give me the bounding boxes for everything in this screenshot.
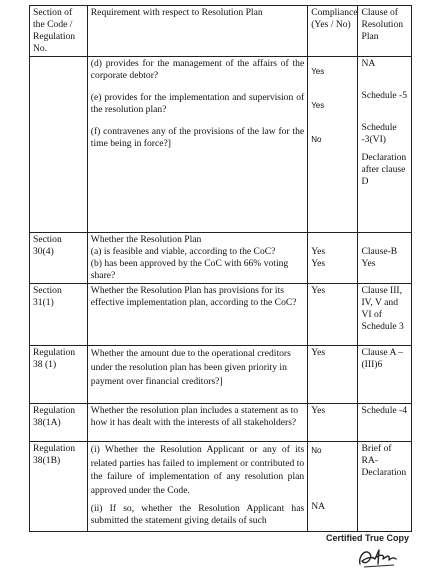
compliance-f: No — [311, 135, 322, 144]
clause-f-schedule: Schedule -3(VI) — [361, 122, 397, 145]
section-cell — [30, 57, 88, 233]
section-cell: Regulation 38(1B) — [30, 442, 88, 532]
clause-d: NA — [361, 58, 376, 69]
compliance-cell — [308, 57, 358, 233]
table-row — [30, 346, 412, 404]
requirement-cell — [87, 233, 307, 284]
requirement-cell: Whether the Resolution Plan has provisions for its effective implementation plan, according to the CoC? — [87, 284, 307, 346]
clause-cell — [358, 57, 412, 233]
table-row — [30, 233, 412, 284]
clause-e: Schedule -5 — [361, 90, 408, 101]
header-section: Section of the Code / Regulation No. — [30, 6, 88, 57]
clause-f-declaration: Declaration after clause D — [361, 152, 407, 187]
section-cell: Section 30(4) — [30, 233, 88, 284]
compliance-b: Yes — [311, 258, 326, 269]
header-requirement: Requirement with respect to Resolution Plan — [87, 6, 307, 57]
requirement-ii: (ii) If so, whether the Resolution Applicant has submitted the statement giving details of such — [90, 503, 305, 526]
clause-cell: Schedule -4 — [358, 404, 412, 442]
requirement-e: (e) provides for the implementation and supervision of the resolution plan? — [90, 92, 305, 115]
requirement-cell — [87, 442, 307, 532]
compliance-i: No — [311, 446, 322, 455]
clause-a: Clause-B — [361, 246, 398, 257]
header-compliance: Compliance (Yes / No) — [308, 6, 358, 57]
compliance-cell — [308, 233, 358, 284]
table-row — [30, 284, 412, 346]
clause-cell: Clause III, IV, V and VI of Schedule 3 — [358, 284, 412, 346]
section-cell: Regulation 38 (1) — [30, 346, 88, 404]
header-clause: Clause of Resolution Plan — [358, 6, 412, 57]
compliance-e: Yes — [311, 101, 325, 110]
requirement-cell — [87, 57, 307, 233]
compliance-cell — [308, 442, 358, 532]
compliance-cell: Yes — [308, 346, 358, 404]
requirement-cell: Whether the resolution plan includes a statement as to how it has dealt with the interests of all stakeholders? — [87, 404, 307, 442]
table-row — [30, 404, 412, 442]
compliance-a: Yes — [311, 246, 326, 257]
compliance-d: Yes — [311, 67, 325, 76]
requirement-title: Whether the Resolution Plan — [90, 234, 202, 245]
section-cell: Regulation 38(1A) — [30, 404, 88, 442]
compliance-cell: Yes — [308, 284, 358, 346]
certified-true-copy-stamp: Certified True Copy — [326, 533, 410, 543]
compliance-table — [29, 5, 412, 532]
table-row — [30, 442, 412, 532]
table-row — [30, 57, 412, 233]
requirement-i: (i) Whether the Resolution Applicant or any of its related parties has failed to implement or contributed to the failure of implementation of any resolution plan approved under the Code. — [90, 444, 305, 496]
clause-cell — [358, 233, 412, 284]
clause-cell: Brief of RA-Declaration — [358, 442, 412, 532]
clause-cell: Clause A –(III)6 — [358, 346, 412, 404]
requirement-d: (d) provides for the management of the affairs of the corporate debtor? — [90, 58, 305, 81]
table-header-row — [30, 6, 412, 57]
requirement-f: (f) contravenes any of the provisions of the law for the time being in force?] — [90, 126, 305, 149]
compliance-cell: Yes — [308, 404, 358, 442]
requirement-b: (b) has been approved by the CoC with 66% voting share? — [90, 258, 289, 281]
section-cell: Section 31(1) — [30, 284, 88, 346]
clause-b: Yes — [361, 258, 376, 269]
signature-icon — [356, 544, 400, 570]
requirement-a: (a) is feasible and viable, according to the CoC? — [90, 246, 276, 257]
compliance-ii: NA — [311, 501, 326, 512]
requirement-cell: Whether the amount due to the operational creditors under the resolution plan has been given priority in payment over financial creditors?] — [87, 346, 307, 404]
